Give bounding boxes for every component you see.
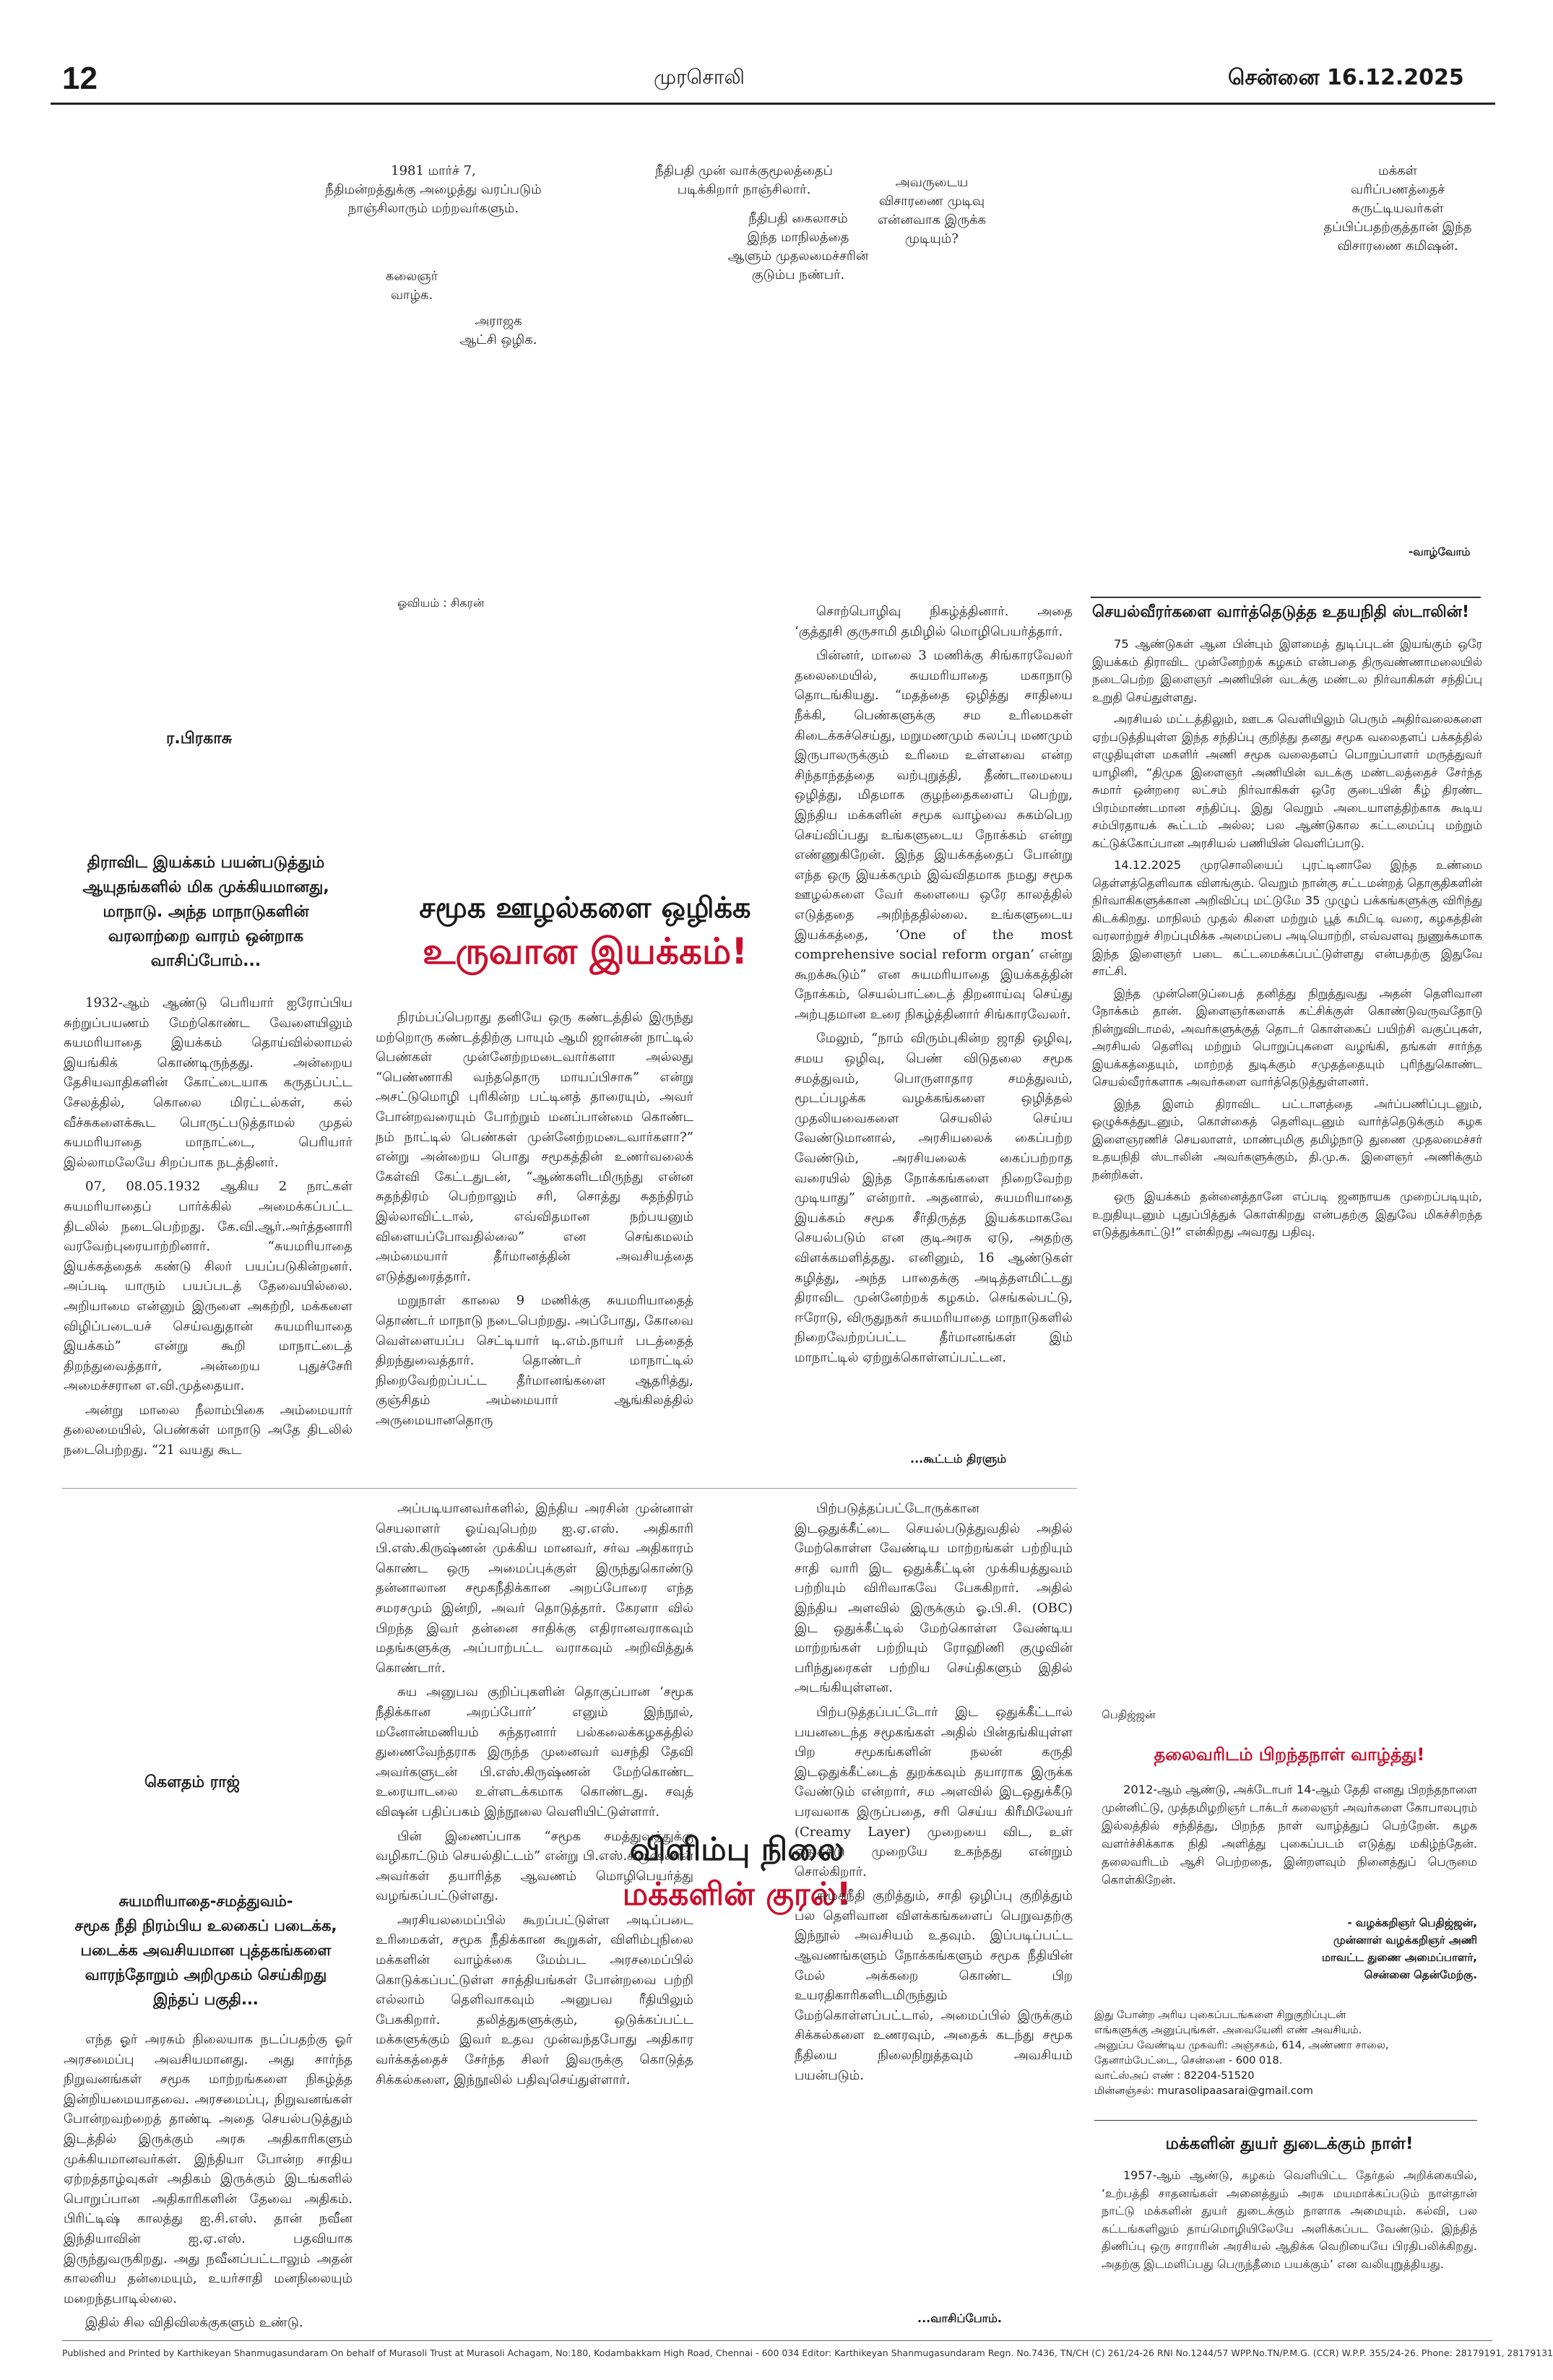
signature-line: மாவட்ட துணை அமைப்பாளர், xyxy=(1321,1951,1477,1964)
sidebar-signature xyxy=(1185,1914,1477,1983)
headline-top: விளிம்பு நிலை xyxy=(629,1831,844,1868)
sidebar-title: மக்களின் துயர் துடைக்கும் நாள்! xyxy=(1165,2134,1414,2153)
paragraph: அன்று மாலை நீலாம்பிகை அம்மையார் தலைமையில், பெண்கள் மாநாடு அதே திடலில் நடைபெற்றது. “21 வயது கூட xyxy=(64,1402,352,1458)
signature-line: முன்னாள் வழக்கறிஞர் அணி xyxy=(1333,1934,1477,1947)
article-column xyxy=(795,602,1073,1447)
paragraph: சொற்பொழிவு நிகழ்த்தினார். அதை ‘குத்தூசி குருசாமி தமிழில் மொழிபெயர்த்தார். xyxy=(795,604,1073,639)
article-author: கௌதம் ராஜ் xyxy=(144,1773,240,1791)
article-headline xyxy=(405,888,766,997)
paragraph: மறுநாள் காலை 9 மணிக்கு சுயமரியாதைத் தொண்டர் மாநாடு நடைபெற்றது. அப்போது, கோவை வெள்ளையப்ப செட்டியார் டி.எம்.நாயர் படத்தைத் திறந்துவைத்தார். தொண்டர் மாநாட்டில் நிறைவேற்றப்பட்ட தீர்மானங்களை ஆதரித்து, குஞ்சிதம் அம்மையார் ஆங்கிலத்தில் அருமையானதொரு xyxy=(376,1293,693,1428)
sidebar-rule xyxy=(1094,2120,1477,2121)
paragraph: சுய அனுபவ குறிப்புகளின் தொகுப்பான ‘சமூக நீதிக்கான அறப்போர்’ எனும் இந்நூல், மனோன்மணியம் சுந்தரனார் பல்கலைக்கழகத்தில் துணைவேந்தராக இருந்த முனைவர் வசந்தி தேவி அவர்களுடன் பி.எஸ்.கிருஷ்ணன் மேற்கொண்ட உரையாடலை உள்ளடக்கமாக கொண்டது. சவுத் விஷன் பதிப்பகம் இந்நூலை வெளியிட்டுள்ளார். xyxy=(376,1684,693,1819)
header-rule xyxy=(51,103,1495,105)
paragraph: அரசியல் மட்டத்திலும், ஊடக வெளியிலும் பெரும் அதிர்வலைகளை ஏற்படுத்தியுள்ள இந்த சந்திப்பு குறித்து தனது சமூக வலைதளப் பக்கத்தில் எழுதியுள்ள மகளிர் அணி சமூக வலைதளப் பொறுப்பாளர் மருத்துவர் யாழினி, “திமுக இளைஞர் அணியின் வடக்கு மண்டலத்தைச் சேர்ந்த சுமார் ஒன்றரை லட்சம் நிர்வாகிகள் ஒரே குடையின் கீழ் திரண்ட பிரம்மாண்டமான சந்திப்பு. இது வெறும் அடையாளத்திற்காக கூடிய சம்பிரதாயக் கூட்டம் அல்ல; பல ஆண்டுகால கட்டமைப்பு மற்றும் கட்டுக்கோப்பான அரசியல் பணியின் வெளிப்பாடு. xyxy=(1092,712,1482,850)
article-deck: திராவிட இயக்கம் பயன்படுத்தும் ஆயுதங்களில் மிக முக்கியமானது, மாநாடு. அந்த மாநாடுகளின் வரலாற்றை வாரம் ஒன்றாக வாசிப்போம்... xyxy=(82,854,329,970)
article-column xyxy=(795,1499,1073,2308)
info-line: இது போன்ற அரிய புகைப்படங்களை சிறுகுறிப்புடன் xyxy=(1094,2009,1346,2021)
info-line: மின்னஞ்சல்: murasolipaasarai@gmail.com xyxy=(1094,2085,1313,2097)
paragraph: இந்த முன்னெடுப்பைத் தனித்து நிறுத்துவது அதன் தெளிவான நோக்கம் தான். இளைஞர்களைக் கட்சிக்குள் கொண்டுவருவதோடு நின்றுவிடாமல், அவர்களுக்குத் தொடர் கொள்கைப் பயிற்சி வகுப்புகள், அரசியல் தெளிவு மற்றும் பொறுப்புகளை வழங்கி, தங்கள் சார்ந்த இயக்கத்தையும், மாற்றத் துடிக்கும் சமுதத்தையும் புரிந்துகொண்ட செயல்வீரர்களாக அவர்களை வார்த்தெடுத்துள்ளனர். xyxy=(1092,986,1482,1089)
article-deck: சுயமரியாதை-சமத்துவம்- சமூக நீதி நிரம்பிய உலகைப் படைக்க, படைக்க அவசியமான புத்தகங்களை வாரந்தோறும் அறிமுகம் செய்கிறது இந்தப் பகுதி... xyxy=(74,1892,337,2008)
paragraph: 14.12.2025 முரசொலியைப் புரட்டினாலே இந்த உண்மை தெள்ளத்தெளிவாக விளங்கும். வெறும் நான்கு சட்டமன்றத் தொகுதிகளின் நிர்வாகிகளுக்கான அறிவிப்பு மட்டுமே 35 முழுப் பக்கங்களுக்கு விரிந்து கிடக்கிறது. மாநிலம் முதல் கிளை மற்றும் பூத் கமிட்டி வரை, கழகத்தின் வரலாற்றுச் சிறப்புமிக்க அமைப்பை அடியொற்றி, எவ்வளவு நுணுக்கமாக இந்த இளைஞர் படை கட்டமைக்கப்பட்டுள்ளது என்பதற்கு இதுவே சாட்சி. xyxy=(1092,858,1482,978)
paragraph: மேலும், “நாம் விரும்புகின்ற ஜாதி ஒழிவு, சமய ஒழிவு, பெண் விடுதலை சமூக சமத்துவம், பொருளாதார சமத்துவம், மூடப்பழக்க வழக்கங்களை ஒழித்தல் முதலியவைகளை செயலில் செய்ய வேண்டுமானால், அரசியலைக் கைப்பற்ற வேண்டும், அரசியலைக் கைப்பற்றாத வரையில் இந்த நோக்கங்களை நிறைவேற்ற முடியாது” என்றார். அதனால், சுயமரியாதை இயக்கம் சமூக சீர்திருத்த இயக்கமாகவே செயல்படும் என குடிஅரசு ஏடு, அதற்கு விளக்கமளித்தது. எனினும், 16 ஆண்டுகள் கழித்து, அந்த பாதைக்கு அடித்தளமிட்டது திராவிட முன்னேற்றக் கழகம். செங்கல்பட்டு, ஈரோடு, விருதுநகர் சுயமரியாதை மாநாடுகளில் நிறைவேற்றப்பட்ட தீர்மானங்கள் இம் மாநாட்டில் ஏற்றுக்கொள்ளப்பட்டன. xyxy=(795,1031,1073,1365)
page-number: 12 xyxy=(62,61,98,96)
paragraph: சமூகநீதி குறித்தும், சாதி ஒழிப்பு குறித்தும் பல தெளிவான விளக்கங்களைப் பெறுவதற்கு இந்நூல் அவசியம் உதவும். இப்படிப்பட்ட ஆவணங்களும் நோக்கங்களும் சமூக நீதியின் மேல் அக்கறை கொண்ட பிற உயரதிகாரிகளிடமிருந்தும் மேற்கொள்ளப்பட்டால், அமைப்பில் இருக்கும் சிக்கல்களை உணரவும், அதைக் கடந்து சமூக நீதியை நிலைநிறுத்தவும் அவசியம் பயன்படும். xyxy=(795,1888,1073,2083)
paragraph: பிற்படுத்தப்பட்டோருக்கான இடஒதுக்கீட்டை செயல்படுத்துவதில் அதில் மேற்கொள்ள வேண்டிய மாற்றங்கள் பற்றியும் சாதி வாரி இட ஒதுக்கீட்டின் முக்கியத்துவம் பற்றியும் விரிவாகவே பேசுகிறார். அதில் இந்திய அளவில் இருக்கும் ஓ.பி.சி. (OBC) இட ஒதுக்கீட்டில் மேற்கொள்ள வேண்டிய மாற்றங்கள் பற்றியும் ரோஹிணி குழுவின் பரிந்துரைகள் பற்றிய செய்திகளும் இதில் அடங்கியுள்ளன. xyxy=(795,1501,1073,1696)
info-line: தேனாம்பேட்டை, சென்னை - 600 018. xyxy=(1094,2055,1283,2067)
paragraph: நிரம்பப்பெறாது தனியே ஒரு கண்டத்தில் இருந்து மற்றொரு கண்டத்திற்கு பாயும் ஆமி ஜான்சன் நாட்டில் பெண்கள் முன்னேற்றமடைவார்களா அல்லது “பெண்ணாகி வந்ததொரு மாயப்பிசாசு” என்று அசட்டுமொழி புரிகின்ற பட்டினத் தாரையும், அவர் போன்றவரையும் போற்றும் மனப்பான்மை கொண்ட நம் நாட்டில் பெண்கள் முன்னேற்றமடைவார்களா?” என்று அன்றைய பொது சமூகத்தின் உணர்வலைக் கேள்வி கேட்டதுடன், “ஆண்களிடமிருந்து என்ன சுதந்திரம் பெற்றாலும் சரி, சொத்து சுதந்திரம் இல்லாவிட்டால், எவ்விதமான நற்பயனும் விளையப்போவதில்லை” என செங்கமலம் அம்மையார் தீர்மானத்தின் அவசியத்தை எடுத்துரைத்தார். xyxy=(376,1010,693,1284)
sidebar-author: பெதிஜ்ஜன் xyxy=(1102,1708,1156,1721)
cartoon-caption: நீதிபதி முன் வாக்குமூலத்தைப் படிக்கிறார் நாஞ்சிலார். xyxy=(654,163,834,197)
info-line: எங்களுக்கு அனுப்புங்கள். அவையேனி எண் அவசியம். xyxy=(1094,2025,1362,2036)
paragraph: எந்த ஓர் அரசும் நிலையாக நடப்பதற்கு ஓர் அரசமைப்பு அவசியமானது. அது சார்ந்த நிறுவனங்கள் சமூக மாற்றங்களை நிகழ்த்த இன்றியமையாதவை. அரசமைப்பு, நிறுவனங்கள் போன்றவற்றைத் தாண்டி அதை செயல்படுத்தும் இடத்தில் இருக்கும் அரசு அதிகாரிகளும் முக்கியமானவர்கள். இந்தியா போன்ற சாதிய ஏற்றத்தாழ்வுகள் அதிகம் இருக்கும் இடங்களில் பொறுப்பான அதிகாரிகளின் தேவை அதிகம். பிரிட்டிஷ் காலத்து ஐ.சி.எஸ். தான் நவீன இந்தியாவின் ஐ.ஏ.எஸ். பதவியாக இருந்துவருகிறது. அது நவீனப்பட்டாலும் அதன் காலனிய தன்மையும், உயர்சாதி மனநிலையும் மறைந்தபாடில்லை. xyxy=(64,2032,352,2306)
paragraph: பிற்படுத்தப்பட்டோர் இட ஒதுக்கீட்டால் பயனடைந்த சமூகங்கள் அதில் பின்தங்கியுள்ள பிற சமூகங்களின் நலன் கருதி இடஒதுக்கீட்டைத் துறக்கவும் தயாராக இருக்க வேண்டும் என்றார், சம அளவில் இடஒதுக்கீடு பரவலாக இருப்பதை, சரி செய்ய கிரீமிலேயர் (Creamy Layer) முறையை விட, உள் ஒதுக்கீடு முறையே உகந்தது என்றும் சொல்கிறார். xyxy=(795,1704,1073,1879)
info-line: வாட்ஸ்அப் எண் : 82204-51520 xyxy=(1094,2070,1255,2082)
signature-line: சென்னை தென்மேற்கு. xyxy=(1364,1968,1477,1981)
paragraph: பின் இணைப்பாக “சமூக சமத்துவத்துக்கு வழிகாட்டும் செயல்திட்டம்” என்று பி.எஸ்.கிருஷ்ணன் அவர்கள் தயாரித்த ஆவணம் மொழிபெயர்த்து வழங்கப்பட்டுள்ளது. xyxy=(376,1828,693,1904)
section-divider xyxy=(62,1488,1077,1489)
cartoon-caption: மக்கள் வரிப்பணத்தைச் சுருட்டியவர்கள் தப்பிப்பதற்குத்தான் இந்த விசாரணை கமிஷன். xyxy=(1323,163,1472,254)
article-column xyxy=(64,993,352,1458)
sidebar-rule xyxy=(1091,597,1481,598)
cartoon-caption: கலைஞர் வாழ்க. xyxy=(385,269,438,303)
sidebar-body xyxy=(1102,2167,1477,2319)
article-column xyxy=(376,1008,693,1427)
footer-rule xyxy=(62,2340,1492,2341)
headline-bottom: மக்களின் குரல்! xyxy=(622,1876,852,1913)
sidebar-body xyxy=(1092,636,1482,1380)
sidebar-title: செயல்வீரர்களை வார்த்தெடுத்த உதயநிதி ஸ்டாலின்! xyxy=(1092,603,1469,621)
cartoon-caption: அராஜக ஆட்சி ஒழிக. xyxy=(459,313,537,347)
paragraph: 2012-ஆம் ஆண்டு, அக்டோபர் 14-ஆம் தேதி எனது பிறந்தநாளை முன்னிட்டு, முத்தமிழறிஞர் டாக்டர் கலைஞர் அவர்களை கோபாலபுரம் இல்லத்தில் சந்தித்து, பிறந்த நாள் வாழ்த்துப் பெற்றேன். கழக வளர்ச்சிக்காக நிதி அளித்து புகைப்படம் எடுத்து மகிழ்ந்தேன். தலைவரிடம் ஆசி பெற்றதை, இன்றளவும் நினைத்துப் பெருமை கொள்கிறேன். xyxy=(1102,1783,1477,1887)
signature-line: - வழக்கறிஞர் பெதிஜ்ஜன், xyxy=(1347,1916,1477,1929)
footer-imprint: Published and Printed by Karthikeyan Shanmugasundaram On behalf of Murasoli Trust at Murasoli Achagam, No:180, Kodambakkam High Road, Chennai - 600 034 Editor: Karthikeyan Shanmugasundaram Regn. No.7436, TN/CH (C) 261/24-26 RNI No.1244/57 WPP.No.TN/P.M.G. (CCR) W.P.P. 355/24-26. Phone: 28179191, 28179131 xyxy=(62,2347,1553,2358)
paragraph: அரசியலமைப்பில் கூறப்பட்டுள்ள அடிப்படை உரிமைகள், சமூக நீதிக்கான கூறுகள், விளிம்புநிலை மக்களின் வாழ்க்கை மேம்பட அரசமைப்பில் கொடுக்கப்பட்டுள்ள சாத்தியங்கள் போன்றவை பற்றி எல்லாம் தெளிவாகவும் அனுபவ ரீதியிலும் பேசுகிறார். தலித்துகளுக்கும், ஒடுக்கப்பட்ட மக்களுக்கும் இவர் உதவ முன்வந்தபோது அதிகார வர்க்கத்தைச் சேர்ந்த சிலர் இவருக்கு கொடுத்த சிக்கல்களை, இந்நூலில் பதிவுசெய்துள்ளார். xyxy=(376,1912,693,2087)
sidebar-title: தலைவரிடம் பிறந்தநாள் வாழ்த்து! xyxy=(1154,1744,1425,1765)
article-column xyxy=(64,2030,352,2331)
cartoon-caption: அவருடைய விசாரணை முடிவு என்னவாக இருக்க முடியும்? xyxy=(877,175,987,246)
info-line: அனுப்ப வேண்டிய முகவரி: அஞ்சகம், 614, அண்ணா சாலை, xyxy=(1094,2040,1389,2051)
headline-top: சமூக ஊழல்களை ஒழிக்க xyxy=(419,891,751,925)
paragraph: அப்படியானவர்களில், இந்திய அரசின் முன்னாள் செயலாளர் ஓய்வுபெற்ற ஐ.ஏ.எஸ். அதிகாரி பி.எஸ்.கிருஷ்ணன் முக்கிய மானவர், சர்வ அதிகாரம் கொண்ட ஒரு அமைப்புக்குள் இருந்துகொண்டு தன்னாலான சமூகநீதிக்கான அறப்போரை எந்த சமரசமும் இன்றி, அவர் தொடுத்தார். கேரளா வில் பிறந்த இவர் தன்னை சாதிக்கு எதிரானவராகவும் மதங்களுக்கு அப்பாற்பட்ட வராகவும் அறிவித்துக் கொண்டார். xyxy=(376,1501,693,1676)
paragraph: 07, 08.05.1932 ஆகிய 2 நாட்கள் சுயமரியாதைப் பார்க்கில் அமைக்கப்பட்ட திடலில் நடைபெற்றது. கே.வி.ஆர்.அர்த்தனாரி வரவேற்புரையாற்றினார். “சுயமரியாதை இயக்கத்தைக் கண்டு சிலர் பயப்படுகின்றனர். அப்படி யாரும் பயப்படத் தேவையில்லை. அறியாமை என்னும் இருளை அகற்றி, மக்களை விழிப்படையச் செய்வதுதான் சுயமரியாதை இயக்கம்” என்று கூறி மாநாட்டைத் திறந்துவைத்தார், அன்றைய புதுச்சேரி அமைச்சரான எ.வி.முத்தையா. xyxy=(64,1179,352,1394)
newspaper-name: முரசொலி xyxy=(654,65,745,89)
article-column xyxy=(376,1499,693,2322)
paragraph: ஒரு இயக்கம் தன்னைத்தானே எப்படி ஜனநாயக முறைப்படியும், உறுதியுடனும் புதுப்பித்துக் கொள்கிறது என்பதற்கு இதுவே மிகச்சிறந்த எடுத்துக்காட்டு!” என்கிறது அவரது பதிவு. xyxy=(1092,1190,1482,1239)
cartoon-caption: நீதிபதி கைலாசம் இந்த மாநிலத்தை ஆளும் முதலமைச்சரின் குடும்ப நண்பர். xyxy=(727,211,869,282)
continued-note: ...வாசிப்போம். xyxy=(917,2311,1002,2325)
submission-info xyxy=(1094,2008,1484,2099)
paragraph: பின்னர், மாலை 3 மணிக்கு சிங்காரவேலர் தலைமையில், சுயமரியாதை மகாநாடு தொடங்கியது. “மதத்தை ஒழித்து சாதியை நீக்கி, பெண்களுக்கு சம உரிமைகள் கிடைக்கச்செய்து, மறுமணமும் கலப்பு மணமும் இருபாலருக்கும் உரிமை உள்ளவை என்ற சிந்தாந்தத்தை வற்புறுத்தி, தீண்டாமையை ஒழித்து, மிதமாக குழந்தைகளைப் பெற்று, இந்திய மக்களின் சமூக வாழ்வை சுகம்பெற செய்விப்பது உங்களுடைய நோக்கம் என்று எண்ணுகிறேன். இந்த இயக்கத்தைப் போன்று எந்த ஒரு இயக்கமும் இவ்விதமாக நமது சமூக ஊழல்களை வேர் களையை ஒரே காலத்தில் எடுத்ததை அறிந்ததில்லை. உங்களுடைய இயக்கத்தை, ‘One of the most comprehensive social reform organ’ என்று கூறக்கூடும்” என சுயமரியாதை இயக்கத்தின் நோக்கம், செயல்பாட்டைத் திறனாய்வு செய்து அற்புதமான உரை நிகழ்த்தினார் சிங்காரவேலர். xyxy=(795,648,1073,1022)
paragraph: 1932-ஆம் ஆண்டு பெரியார் ஐரோப்பிய சுற்றுப்பயணம் மேற்கொண்ட வேளையிலும் சுயமரியாதை இயக்கம் தொய்வில்லாமல் இயங்கிக் கொண்டிருந்தது. அன்றைய தேசியவாதிகளின் கோட்டையாக கருதப்பட்ட சேலத்தில், கொலை மிரட்டல்கள், கல் வீச்சுகளைக்கூட பொருட்படுத்தாமல் முதல் சுயமரியாதை மாநாட்டை, பெரியார் இல்லாமலேயே சிறப்பாக நடத்தினர். xyxy=(64,995,352,1170)
paragraph: இதில் சில விதிவிலக்குகளும் உண்டு. xyxy=(85,2315,303,2331)
date-line: சென்னை 16.12.2025 xyxy=(1228,65,1464,90)
paragraph: 75 ஆண்டுகள் ஆன பின்பும் இளமைத் துடிப்புடன் இயங்கும் ஒரே இயக்கம் திராவிட முன்னேற்றக் கழகம் என்பதை திருவண்ணாமலையில் நடைபெற்ற இளைஞர் அணியின் வடக்கு மண்டல நிர்வாகிகள் சந்திப்பு உறுதி செய்துள்ளது. xyxy=(1092,637,1482,704)
paragraph: இந்த இளம் திராவிட பட்டாளத்தை அர்ப்பணிப்புடனும், ஒழுக்கத்துடனும், கொள்கைத் தெளிவுடனும் வார்த்தெடுக்கும் கழக இளைஞரணிச் செயலாளர், மாண்புமிகு தமிழ்நாடு துணை முதலமைச்சர் உதயநிதி ஸ்டாலின் அவர்களுக்கும், தி.மு.க. இளைஞர் அணிக்கும் நன்றிகள். xyxy=(1092,1096,1482,1182)
sidebar-body xyxy=(1102,1780,1477,1907)
cartoon-signoff: -வாழ்வோம் xyxy=(1409,545,1471,558)
continued-note: ...கூட்டம் திரளும் xyxy=(910,1452,1007,1466)
illustration-credit: ஓவியம் : சிகரன் xyxy=(397,596,485,610)
article-author: ர.பிரகாசு xyxy=(166,730,233,748)
paragraph: 1957-ஆம் ஆண்டு, கழகம் வெளியிட்ட தேர்தல் அறிக்கையில், ‘உற்பத்தி சாதனங்கள் அனைத்தும் அரசு மயமாக்கப்படும் நாள்தான் நாட்டு மக்களின் துயர் துடைக்கும் நாளாக அமையும். கல்வி, பல கட்டங்களிலும் தாய்மொழியிலேயே அளிக்கப்பட வேண்டும். இந்தித் திணிப்பு ஒரு சாராரின் அரசியல் ஆதிக்க வெறியையே பிரதிபலிக்கிறது. அதற்கு இடமளிப்பது பெருந்தீமை பயக்கும்’ என வலியுறுத்தியது. xyxy=(1102,2168,1477,2271)
cartoon-caption: 1981 மார்ச் 7, நீதிமன்றத்துக்கு அழைத்து வரப்படும் நாஞ்சிலாரும் மற்றவர்களும். xyxy=(325,163,542,216)
headline-bottom: உருவான இயக்கம்! xyxy=(422,930,748,972)
